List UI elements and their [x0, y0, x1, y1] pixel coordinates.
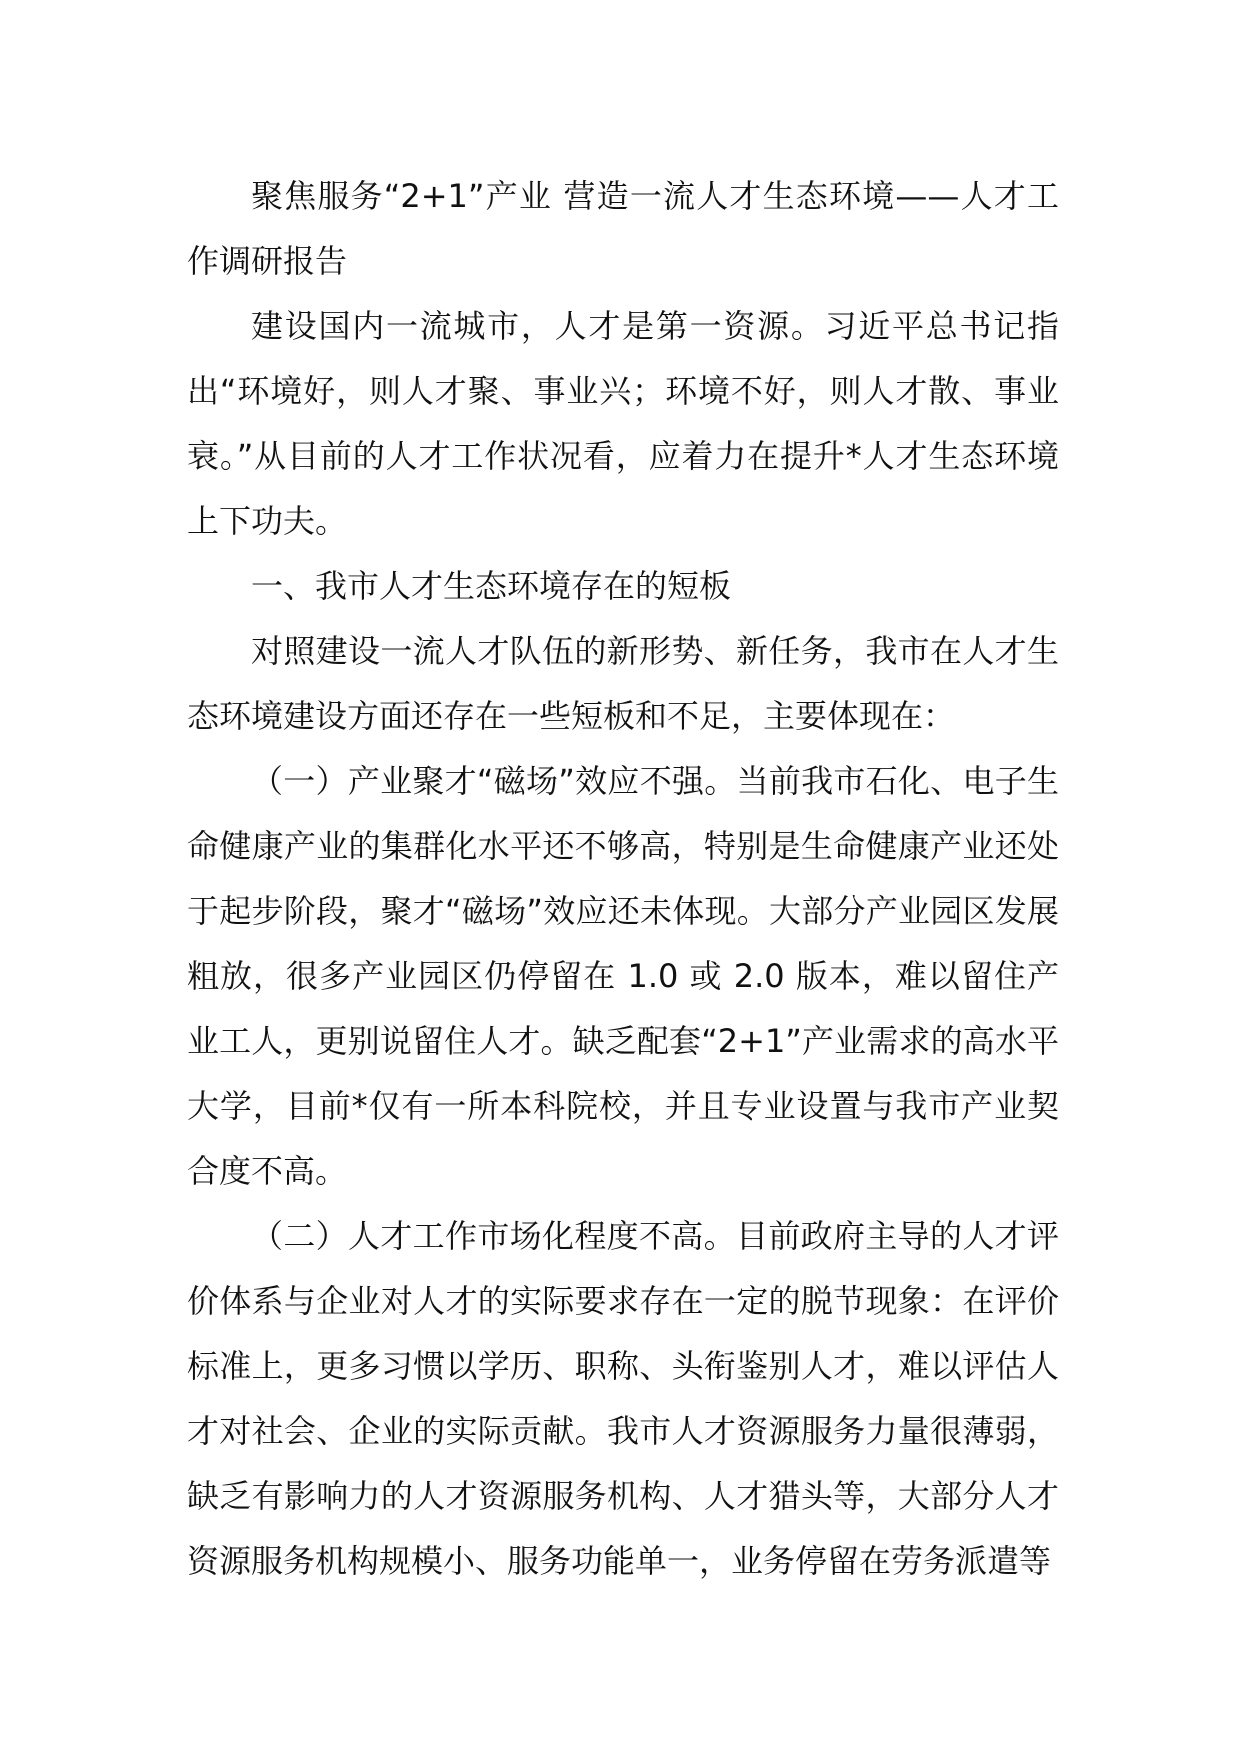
section-heading-1: 一、我市人才生态环境存在的短板 — [251, 567, 732, 605]
paragraph-overview: 对照建设一流人才队伍的新形势、新任务，我市在人才生态环境建设方面还存在一些短板和不足，主要体现在： — [187, 632, 1059, 735]
document-body — [187, 164, 1059, 1594]
paragraph-intro: 建设国内一流城市，人才是第一资源。习近平总书记指出“环境好，则人才聚、事业兴；环境不好，则人才散、事业衰。”从目前的人才工作状况看，应着力在提升*人才生态环境上下功夫。 — [187, 307, 1059, 540]
document-title: 聚焦服务“2+1”产业 营造一流人才生态环境——人才工作调研报告 — [187, 177, 1059, 280]
paragraph-point-2: （二）人才工作市场化程度不高。目前政府主导的人才评价体系与企业对人才的实际要求存在一定的脱节现象：在评价标准上，更多习惯以学历、职称、头衔鉴别人才，难以评估人才对社会、企业的实际贡献。我市人才资源服务力量很薄弱，缺乏有影响力的人才资源服务机构、人才猎头等，大部分人才资源服务机构规模小、服务功能单一，业务停留在劳务派遣等 — [187, 1217, 1059, 1580]
paragraph-point-1: （一）产业聚才“磁场”效应不强。当前我市石化、电子生命健康产业的集群化水平还不够高，特别是生命健康产业还处于起步阶段，聚才“磁场”效应还未体现。大部分产业园区发展粗放，很多产业园区仍停留在 1.0 或 2.0 版本，难以留住产业工人，更别说留住人才。缺乏配套“2+1”产业需求的高水平大学，目前*仅有一所本科院校，并且专业设置与我市产业契合度不高。 — [187, 762, 1059, 1190]
